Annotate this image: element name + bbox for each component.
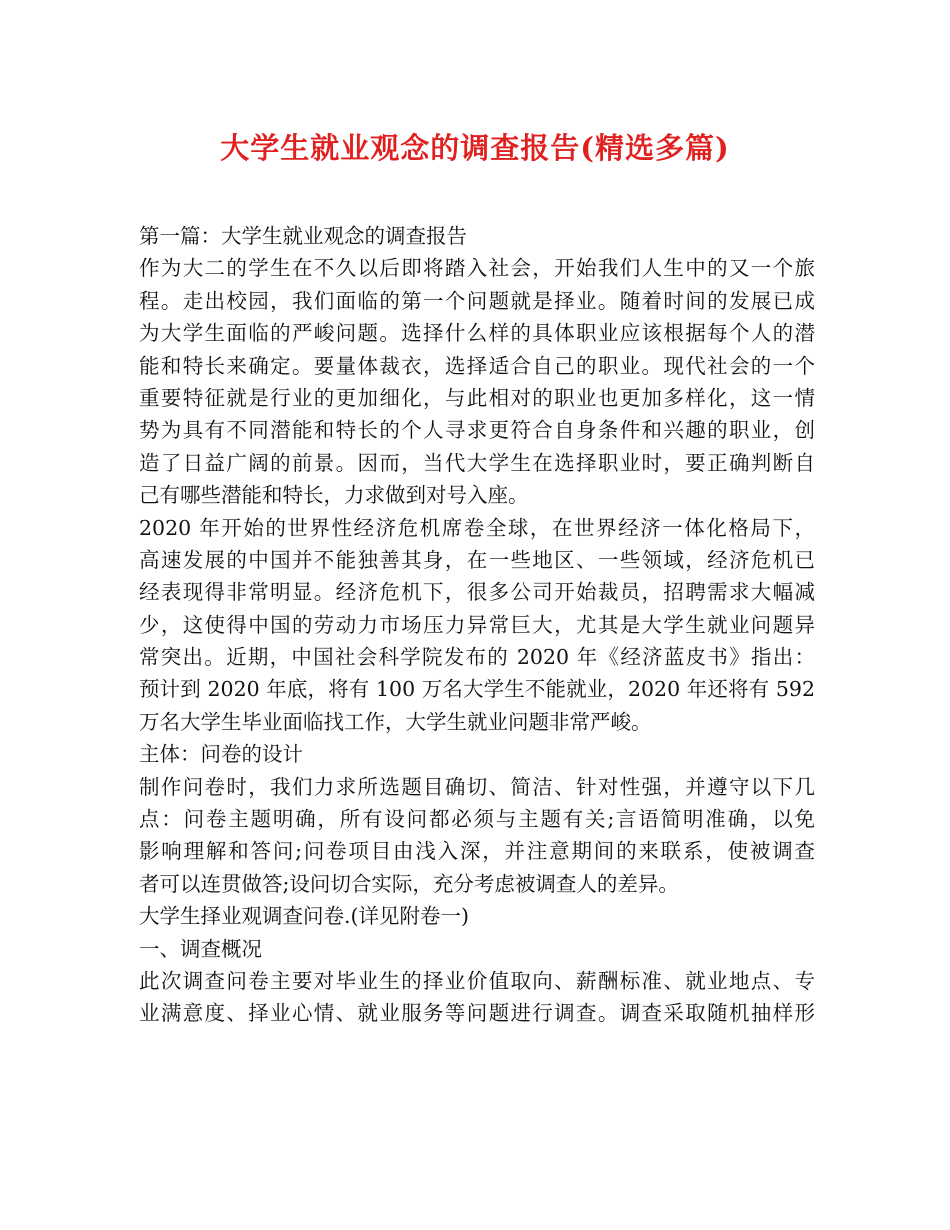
body-text-line: 少，这使得中国的劳动力市场压力异常巨大，尤其是大学生就业问题异 xyxy=(139,612,815,637)
body-text-line: 影响理解和答问;问卷项目由浅入深，并注意期间的来联系，使被调查 xyxy=(139,839,815,864)
body-text-line: 大学生择业观调查问卷.(详见附卷一) xyxy=(139,904,470,929)
body-text-line: 主体：问卷的设计 xyxy=(139,742,303,767)
body-text-line: 常突出。近期，中国社会科学院发布的 2020 年《经济蓝皮书》指出： xyxy=(139,645,815,670)
document-body xyxy=(139,220,815,1030)
document-title: 大学生就业观念的调查报告(精选多篇) xyxy=(220,131,730,165)
body-text-line: 此次调查问卷主要对毕业生的择业价值取向、薪酬标准、就业地点、专 xyxy=(139,968,815,993)
body-text-line: 者可以连贯做答;设问切合实际，充分考虑被调查人的差异。 xyxy=(139,871,679,896)
body-text-line: 点：问卷主题明确，所有设问都必须与主题有关;言语简明准确，以免 xyxy=(139,807,815,832)
body-text-line: 为大学生面临的严峻问题。选择什么样的具体职业应该根据每个人的潜 xyxy=(139,321,815,346)
body-text-line: 己有哪些潜能和特长，力求做到对号入座。 xyxy=(139,483,529,508)
body-text-line: 第一篇：大学生就业观念的调查报告 xyxy=(139,224,467,248)
body-text-line: 程。走出校园，我们面临的第一个问题就是择业。随着时间的发展已成 xyxy=(139,288,815,313)
body-text-line: 重要特征就是行业的更加细化，与此相对的职业也更加多样化，这一情 xyxy=(139,385,815,410)
body-text-line: 高速发展的中国并不能独善其身，在一些地区、一些领域，经济危机已 xyxy=(139,547,815,572)
body-text-line: 一、调查概况 xyxy=(139,936,262,961)
body-text-line: 万名大学生毕业面临找工作，大学生就业问题非常严峻。 xyxy=(139,709,652,734)
body-text-line: 能和特长来确定。要量体裁衣，选择适合自己的职业。现代社会的一个 xyxy=(139,353,815,378)
body-text-line: 业满意度、择业心情、就业服务等问题进行调查。调查采取随机抽样形 xyxy=(139,1001,815,1026)
body-text-line: 造了日益广阔的前景。因而，当代大学生在选择职业时，要正确判断自 xyxy=(139,450,815,475)
body-text-line: 作为大二的学生在不久以后即将踏入社会，开始我们人生中的又一个旅 xyxy=(139,256,815,281)
body-text-line: 势为具有不同潜能和特长的个人寻求更符合自身条件和兴趣的职业，创 xyxy=(139,418,815,443)
body-text-line: 预计到 2020 年底，将有 100 万名大学生不能就业，2020 年还将有 592 xyxy=(139,677,815,702)
body-text-line: 经表现得非常明显。经济危机下，很多公司开始裁员，招聘需求大幅减 xyxy=(139,580,815,605)
body-text-line: 制作问卷时，我们力求所选题目确切、简洁、针对性强，并遵守以下几 xyxy=(139,774,815,799)
body-text-line: 2020 年开始的世界性经济危机席卷全球，在世界经济一体化格局下， xyxy=(139,515,815,540)
